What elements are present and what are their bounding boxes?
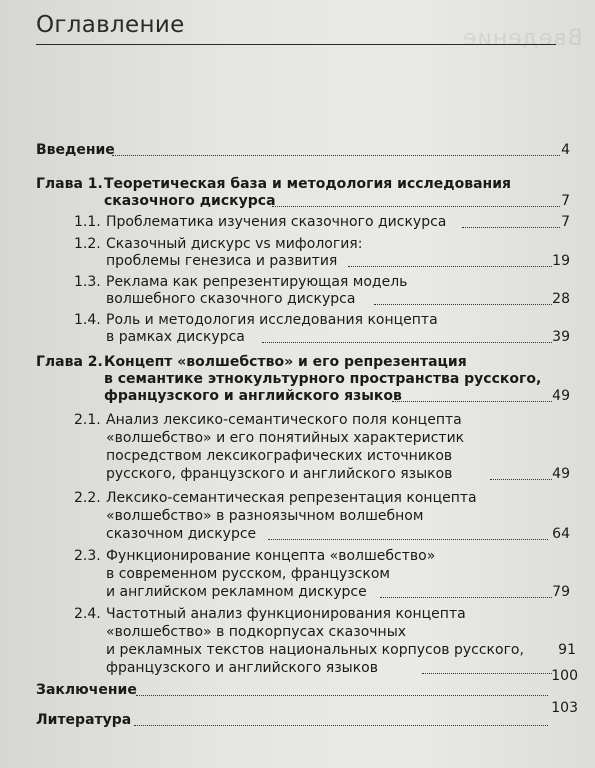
toc-s2-4-title-line-1: Частотный анализ функционирования концепта [106, 606, 466, 622]
toc-s2-2-title-line-1: Лексико-семантическая репрезентация концепта [106, 490, 477, 506]
toc-ch2-leader [392, 401, 552, 402]
toc-s1-2-page: 19 [552, 253, 570, 269]
toc-s2-4-title-line-3: и рекламных текстов национальных корпусов русского, [106, 642, 524, 658]
toc-s1-4-number: 1.4. [74, 312, 101, 328]
toc-s2-3-title-line-3: и английском рекламном дискурсе [106, 584, 367, 600]
page-title: Оглавление [36, 12, 185, 38]
toc-s2-3-page: 79 [552, 584, 570, 600]
toc-intro-page: 4 [561, 142, 570, 158]
toc-s1-1-title: Проблематика изучения сказочного дискурса [106, 214, 447, 230]
toc-s1-3-page: 28 [552, 291, 570, 307]
toc-conclusion-title: Заключение [36, 682, 137, 698]
toc-s1-2-title-line-1: Сказочный дискурс vs мифология: [106, 236, 363, 252]
toc-intro-leader [112, 155, 560, 156]
toc-s1-4-title-line-2: в рамках дискурса [106, 329, 245, 345]
toc-s1-4-title-line-1: Роль и методология исследования концепта [106, 312, 438, 328]
toc-s2-2-title-line-3: сказочном дискурсе [106, 526, 257, 542]
toc-s1-2-number: 1.2. [74, 236, 101, 252]
toc-s1-1-number: 1.1. [74, 214, 101, 230]
toc-s1-4-page: 39 [552, 329, 570, 345]
toc-literature-leader [134, 725, 548, 726]
toc-s2-1-title-line-2: «волшебство» и его понятийных характеристик [106, 430, 465, 446]
toc-s1-3-title-line-2: волшебного сказочного дискурса [106, 291, 356, 307]
toc-s1-3-number: 1.3. [74, 274, 101, 290]
toc-ch1-leader [272, 206, 560, 207]
toc-ch1-number: Глава 1. [36, 176, 103, 192]
bleed-through-text: Введение [462, 26, 583, 51]
toc-s2-3-number: 2.3. [74, 548, 101, 564]
toc-ch2-title-line-1: Концепт «волшебство» и его репрезентация [104, 354, 467, 370]
toc-ch2-title-line-2: в семантике этнокультурного пространства русского, [104, 371, 542, 387]
toc-s2-1-number: 2.1. [74, 412, 101, 428]
toc-s2-4-leader [422, 673, 552, 674]
toc-ch2-page: 49 [552, 388, 570, 404]
toc-s2-3-title-line-1: Функционирование концепта «волшебство» [106, 548, 436, 564]
toc-literature-title: Литература [36, 712, 132, 728]
toc-conclusion-page: 100 [551, 668, 578, 684]
toc-s2-1-title-line-3: посредством лексикографических источников [106, 448, 453, 464]
toc-s1-2-leader [348, 266, 552, 267]
toc-s2-2-number: 2.2. [74, 490, 101, 506]
toc-s2-4-title-line-4: французского и английского языков [106, 660, 379, 676]
toc-s2-2-page: 64 [552, 526, 570, 542]
toc-s2-3-leader [380, 597, 552, 598]
toc-ch1-title-line-2: сказочного дискурса [104, 193, 276, 209]
toc-s1-1-page: 7 [561, 214, 570, 230]
toc-literature-page: 103 [551, 700, 578, 716]
toc-s2-4-title-line-2: «волшебство» в подкорпусах сказочных [106, 624, 407, 640]
toc-s2-2-title-line-2: «волшебство» в разноязычном волшебном [106, 508, 424, 524]
toc-s2-1-title-line-4: русского, французского и английского языков [106, 466, 453, 482]
toc-s1-4-leader [262, 342, 552, 343]
toc-intro-title: Введение [36, 142, 115, 158]
toc-s1-2-title-line-2: проблемы генезиса и развития [106, 253, 338, 269]
toc-s2-4-number: 2.4. [74, 606, 101, 622]
toc-s1-3-leader [374, 304, 552, 305]
toc-s2-3-title-line-2: в современном русском, французском [106, 566, 390, 582]
toc-s2-2-leader [268, 539, 548, 540]
toc-conclusion-leader [136, 695, 548, 696]
toc-ch1-page: 7 [561, 193, 570, 209]
toc-ch1-title-line-1: Теоретическая база и методология исследования [104, 176, 511, 192]
toc-s2-1-page: 49 [552, 466, 570, 482]
toc-s2-1-title-line-1: Анализ лексико-семантического поля концепта [106, 412, 462, 428]
toc-s1-3-title-line-1: Реклама как репрезентирующая модель [106, 274, 408, 290]
toc-s2-4-page: 91 [558, 642, 576, 658]
toc-ch2-title-line-3: французского и английского языков [104, 388, 402, 404]
toc-ch2-number: Глава 2. [36, 354, 103, 370]
